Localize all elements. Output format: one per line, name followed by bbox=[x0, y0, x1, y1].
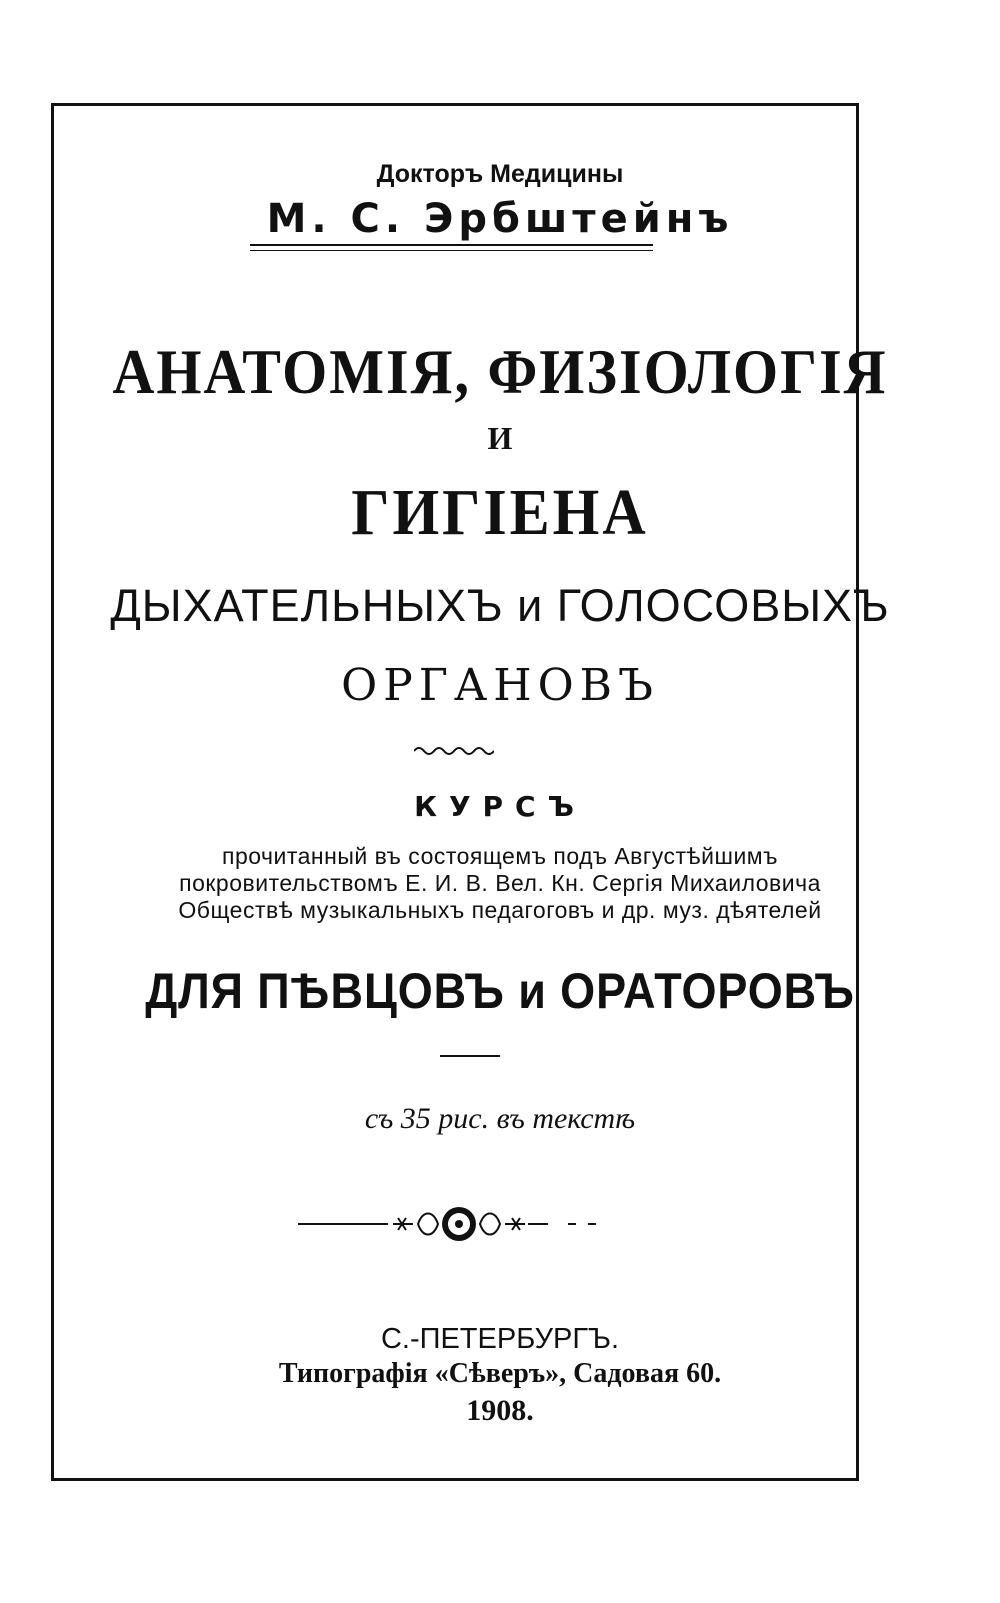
short-divider bbox=[440, 1055, 500, 1057]
course-label: КУРСЪ bbox=[414, 790, 586, 823]
course-desc-line-3: Обществѣ музыкальныхъ педагоговъ и др. муз. дѣятелей bbox=[178, 897, 822, 923]
imprint-year: 1908. bbox=[466, 1394, 534, 1427]
ornament-divider bbox=[298, 1202, 618, 1246]
title-line-2: И bbox=[487, 420, 513, 456]
author-rule-top bbox=[250, 244, 653, 246]
title-line-4: ДЫХАТЕЛЬНЫХЪ и ГОЛОСОВЫХЪ bbox=[110, 580, 890, 631]
wavy-divider bbox=[414, 743, 494, 755]
author-name: М. С. Эрбштейнъ bbox=[266, 196, 734, 242]
title-line-1: АНАТОМІЯ, ФИЗІОЛОГІЯ bbox=[112, 335, 888, 408]
author-title: Докторъ Медицины bbox=[376, 160, 624, 188]
course-desc-line-1: прочитанный въ состоящемъ подъ Августѣйшимъ bbox=[221, 843, 778, 869]
author-rule-bottom bbox=[250, 250, 653, 251]
title-line-3: ГИГІЕНА bbox=[351, 475, 649, 549]
course-desc-line-2: покровительствомъ Е. И. В. Вел. Кн. Сергія Михаиловича bbox=[179, 870, 821, 896]
title-line-5: ОРГАНОВЪ bbox=[341, 660, 659, 711]
imprint-city: С.-ПЕТЕРБУРГЪ. bbox=[380, 1323, 620, 1355]
audience-heading: ДЛЯ ПѢВЦОВЪ и ОРАТОРОВЪ bbox=[145, 963, 855, 1019]
imprint-printer: Типографія «Сѣверъ», Садовая 60. bbox=[278, 1358, 722, 1389]
illustrations-note: съ 35 рис. въ текстѣ bbox=[364, 1102, 636, 1135]
